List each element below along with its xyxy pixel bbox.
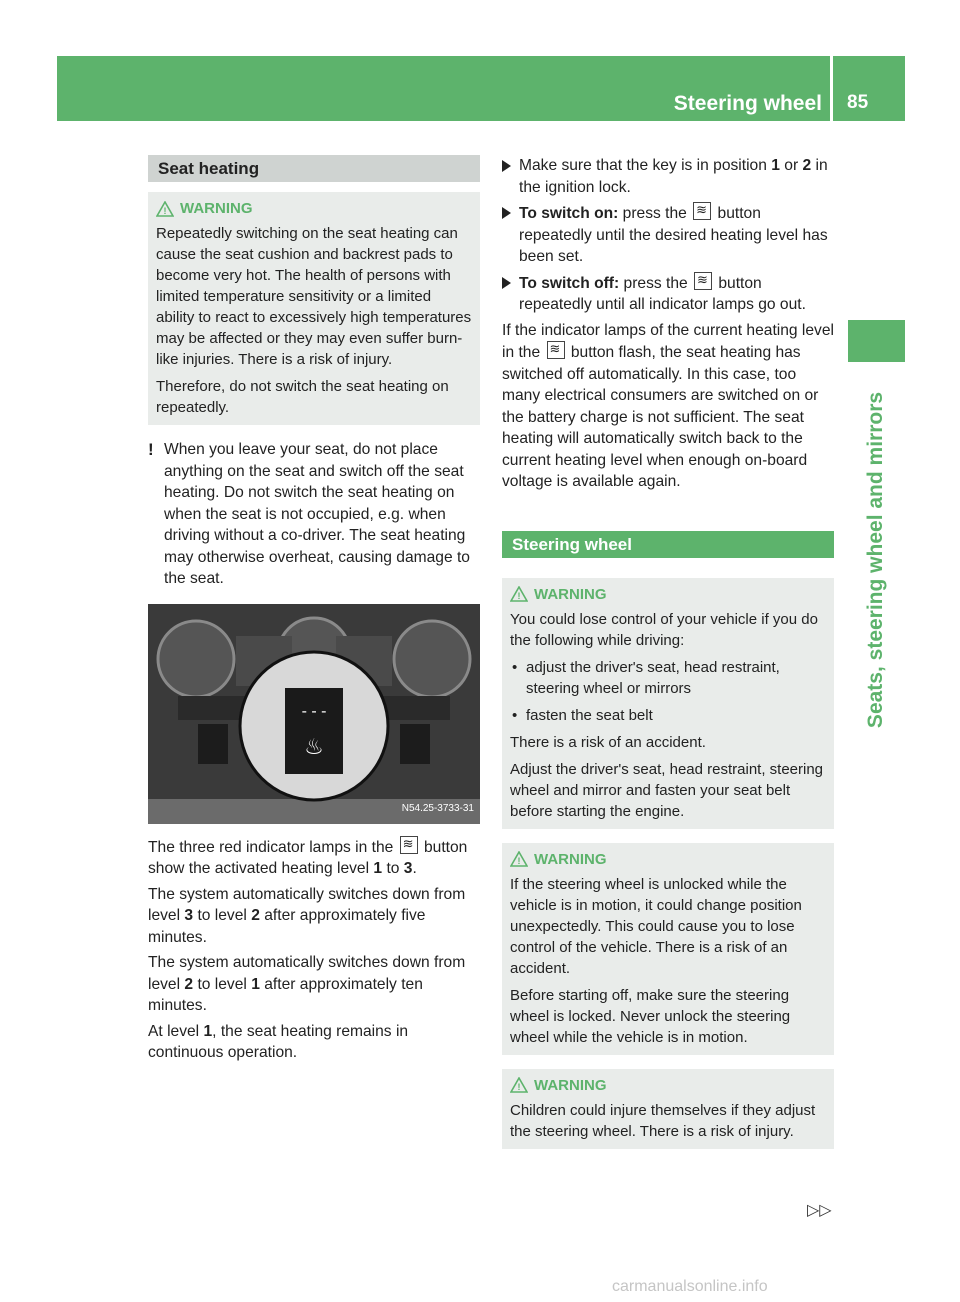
seat-heating-button-icon — [547, 341, 565, 359]
instruction-step: To switch off: press the ≋ button repeatedly until all indicator lamps go out. — [502, 272, 834, 316]
chapter-title: Seats, steering wheel and mirrors — [864, 391, 887, 729]
body-paragraph: At level 1, the seat heating remains in continuous operation. — [148, 1022, 409, 1061]
image-reference-code: N54.25-3733-31 — [401, 803, 474, 814]
seat-heating-button-icon — [694, 272, 712, 290]
seat-heating-buttons-photo — [148, 604, 480, 824]
body-paragraph: The system automatically switches down from level 3 to level 2 after approximately five minutes. — [148, 885, 466, 946]
chapter-tab — [848, 320, 905, 362]
warning-text: Therefore, do not switch the seat heating on repeatedly. — [156, 378, 449, 416]
notice-block — [148, 439, 480, 590]
svg-text:♨: ♨ — [304, 734, 324, 760]
warning-text: There is a risk of an accident. — [510, 733, 706, 751]
warning-text: Repeatedly switching on the seat heating can cause the seat cushion and backrest pads to become very hot. The health of persons with limited temperature sensitivity or a limited ability to react to excessively high temperatures may be affected or they may even suffer burn-like injuries. There is a risk of injury. — [156, 225, 472, 368]
svg-text:!: ! — [517, 591, 521, 601]
instruction-step: To switch on: press the ≋ button repeatedly until the desired heating level has been set. — [502, 202, 834, 268]
step-arrow-icon — [502, 160, 511, 172]
warning-label: WARNING — [534, 1076, 607, 1094]
instruction-step: Make sure that the key is in position 1 or 2 in the ignition lock. — [502, 155, 834, 198]
step-arrow-icon — [502, 207, 511, 219]
warning-text: Children could injure themselves if they adjust the steering wheel. There is a risk of injury. — [510, 1101, 816, 1140]
warning-text: You could lose control of your vehicle if you do the following while driving: — [510, 610, 818, 649]
svg-text:!: ! — [163, 205, 167, 216]
page-header-title: Steering wheel — [673, 92, 822, 115]
svg-text:!: ! — [517, 856, 521, 866]
warning-label: WARNING — [534, 585, 607, 603]
body-paragraph: The three red indicator lamps in the ≋ button show the activated heating level 1 to 3. — [148, 836, 480, 880]
warning-text: Adjust the driver's seat, head restraint, steering wheel and mirror and fasten your seat belt before starting the engine. — [510, 760, 824, 820]
dashboard-illustration — [148, 604, 480, 824]
warning-label: WARNING — [534, 850, 607, 868]
warning-bullet: • fasten the seat belt — [510, 705, 826, 726]
warning-bullet: • adjust the driver's seat, head restraint, steering wheel or mirrors — [510, 657, 826, 699]
page-number: 85 — [847, 92, 869, 113]
notice-text: When you leave your seat, do not place anything on the seat and switch off the seat heating. Do not switch the seat heating on when the seat is not occupied, e.g. when driving without a co-driver. The seat heating may otherwise overheat, causing damage to the seat. — [164, 441, 470, 587]
warning-label: WARNING — [180, 200, 253, 217]
warning-box-seat-heating — [148, 192, 480, 425]
seat-heating-button-icon — [400, 836, 418, 854]
warning-triangle-icon — [510, 586, 528, 602]
warning-triangle-icon — [156, 201, 174, 217]
body-paragraph: If the indicator lamps of the current heating level in the ≋ button flash, the seat heating has switched off automatically. In this case, too many electrical consumers are switched on or the battery charge is not sufficient. The seat heating will automatically switch back to the current heating level when enough on-board voltage is available again. — [502, 320, 834, 493]
warning-box-children — [502, 1069, 834, 1149]
step-arrow-icon — [502, 277, 511, 289]
right-column — [502, 155, 834, 1149]
warning-text: Before starting off, make sure the steering wheel is locked. Never unlock the steering wheel while the vehicle is in motion. — [510, 986, 791, 1046]
section-heading-steering-wheel: Steering wheel — [502, 531, 834, 558]
warning-triangle-icon — [510, 1077, 528, 1093]
body-paragraph: The system automatically switches down from level 2 to level 1 after approximately ten minutes. — [148, 954, 466, 1014]
header-divider — [830, 56, 833, 121]
svg-text:- - -: - - - — [301, 702, 327, 720]
warning-box-steering-lock — [502, 843, 834, 1055]
svg-text:!: ! — [517, 1082, 521, 1092]
seat-heating-button-icon — [693, 202, 711, 220]
continued-marker-icon: ▷▷ — [807, 1202, 832, 1219]
warning-text: If the steering wheel is unlocked while the vehicle is in motion, it could change position unexpectedly. This could cause you to lose control of the vehicle. There is a risk of an accident. — [510, 875, 802, 977]
section-heading-seat-heating: Seat heating — [148, 155, 480, 182]
exclamation-icon: ! — [148, 440, 154, 459]
left-column — [148, 155, 480, 1068]
warning-box-steering-control — [502, 578, 834, 829]
warning-triangle-icon — [510, 851, 528, 867]
watermark: carmanualsonline.info — [612, 1278, 768, 1295]
